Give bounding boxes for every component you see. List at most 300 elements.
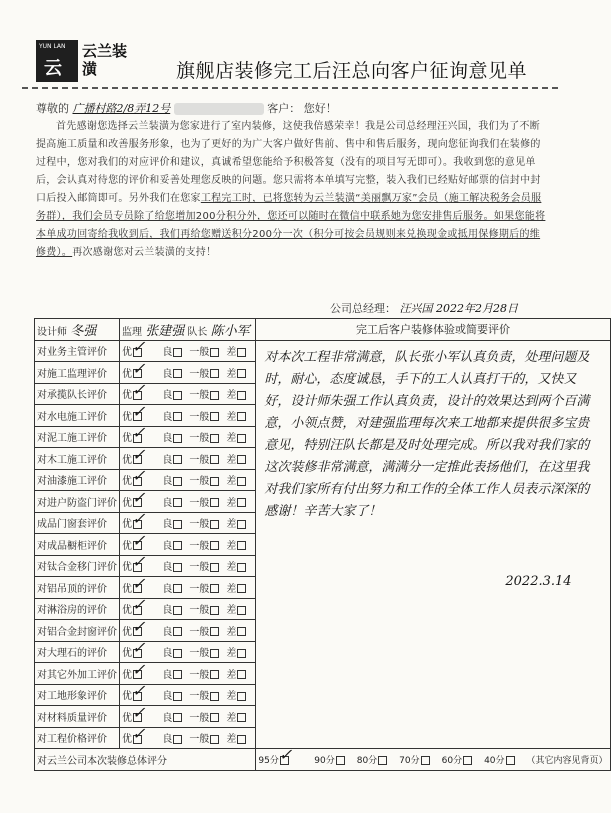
check-mark-icon: ✓ — [132, 552, 146, 572]
rating-option-label: 优 — [122, 712, 132, 724]
rating-checkbox[interactable] — [173, 369, 182, 378]
rating-option-label: 良 — [162, 691, 173, 703]
rating-option[interactable] — [122, 444, 155, 466]
rating-checkbox[interactable] — [210, 713, 219, 722]
check-mark-icon: ✓ — [132, 337, 146, 357]
rating-option-label: 良 — [162, 411, 173, 423]
rating-option[interactable] — [226, 623, 246, 638]
rating-option-label: 良 — [162, 433, 173, 445]
rating-option-label: 良 — [162, 390, 173, 402]
rating-option-label: 优 — [122, 626, 132, 638]
rating-option-label: 差 — [226, 390, 237, 402]
rating-option-label: 优 — [122, 540, 132, 552]
rating-checkbox[interactable] — [210, 455, 219, 464]
check-mark-icon: ✓ — [132, 358, 146, 378]
check-mark-icon: ✓ — [132, 401, 146, 421]
rating-option[interactable] — [226, 472, 246, 487]
rating-option[interactable] — [189, 386, 219, 401]
rating-option-label: 优 — [122, 691, 132, 703]
overall-score-options — [256, 744, 610, 771]
rating-row-label: 对铝合金封窗评价 — [35, 620, 120, 642]
rating-checkbox[interactable] — [210, 670, 219, 679]
rating-option-label: 一般 — [189, 476, 210, 488]
rating-option[interactable] — [122, 681, 155, 703]
rating-option[interactable] — [189, 429, 219, 444]
rating-option-label: 一般 — [189, 712, 210, 724]
rating-checkbox[interactable] — [210, 541, 219, 550]
rating-option[interactable] — [122, 552, 155, 574]
rating-option[interactable] — [226, 644, 246, 659]
rating-checkbox[interactable] — [210, 348, 219, 357]
rating-option-label: 差 — [226, 540, 237, 552]
rating-checkbox[interactable] — [237, 606, 246, 615]
rating-option-label: 一般 — [189, 540, 210, 552]
rating-options — [120, 724, 256, 749]
check-mark-icon: ✓ — [132, 423, 146, 443]
check-mark-icon: ✓ — [132, 380, 146, 400]
rating-option[interactable] — [226, 537, 246, 552]
rating-option[interactable] — [162, 623, 182, 638]
rating-checkbox[interactable] — [210, 477, 219, 486]
rating-option-label: 优 — [122, 497, 132, 509]
score-checkbox[interactable] — [421, 756, 430, 765]
rating-option-label: 良 — [162, 476, 173, 488]
customer-comment — [256, 340, 610, 749]
rating-option[interactable] — [162, 666, 182, 681]
rating-row-label: 对其它外加工评价 — [35, 663, 120, 685]
rating-option-label: 差 — [226, 497, 237, 509]
table-header-row — [35, 319, 611, 341]
check-mark-icon: ✓ — [132, 659, 146, 679]
rating-option[interactable] — [189, 515, 219, 530]
designer-cell — [35, 319, 120, 341]
rating-row-label: 对泥工施工评价 — [35, 426, 120, 448]
rating-row-label: 对进户防盗门评价 — [35, 491, 120, 513]
rating-option[interactable] — [122, 380, 155, 402]
check-mark-icon: ✓ — [278, 744, 293, 764]
rating-checkbox[interactable] — [210, 563, 219, 572]
rating-option-label: 差 — [226, 454, 237, 466]
rating-option-label: 优 — [122, 390, 132, 402]
rating-option[interactable] — [189, 408, 219, 423]
score-checkbox[interactable] — [506, 756, 515, 765]
rating-checkbox[interactable] — [210, 692, 219, 701]
rating-option-label: 优 — [122, 605, 132, 617]
score-option[interactable] — [314, 753, 344, 766]
rating-checkbox[interactable] — [210, 520, 219, 529]
rating-row-label: 对成品橱柜评价 — [35, 534, 120, 556]
greeting-prefix: 尊敬的 — [36, 102, 69, 115]
rating-option-label: 一般 — [189, 347, 210, 359]
rating-option-label: 良 — [162, 712, 173, 724]
rating-checkbox[interactable] — [237, 649, 246, 658]
rating-option-label: 一般 — [189, 583, 210, 595]
rating-option-label: 优 — [122, 476, 132, 488]
rating-row-label: 对工程价格评价 — [35, 727, 120, 749]
rating-option[interactable] — [162, 494, 182, 509]
redacted-name — [174, 103, 264, 115]
rating-row-label: 对工地形象评价 — [35, 684, 120, 706]
rating-option-label: 一般 — [189, 626, 210, 638]
rating-checkbox[interactable] — [210, 434, 219, 443]
rating-option[interactable] — [189, 730, 219, 745]
rating-option[interactable] — [226, 343, 246, 358]
rating-checkbox[interactable] — [237, 477, 246, 486]
rating-option-label: 优 — [122, 583, 132, 595]
rating-checkbox[interactable] — [210, 735, 219, 744]
rating-option[interactable] — [122, 724, 155, 746]
title-divider — [22, 87, 558, 89]
score-option[interactable] — [399, 753, 429, 766]
rating-option[interactable] — [162, 386, 182, 401]
greeting-line — [36, 100, 337, 116]
score-option[interactable] — [442, 753, 472, 766]
rating-option[interactable] — [122, 401, 155, 423]
comment-text: 对本次工程非常满意，队长张小军认真负责，处理问题及时，耐心，态度诚恳，手下的工人认真打干的，又快又好，设计师朱强工作认真负责，设计的效果达到两个百满意，小领点赞，对建强监理每次来工地都来提供很多宝贵意见，特别汪队长都是及时处理完成。所以我对我们家的这次装修非常满意，满满分一定推此表扬他们，在这里我对我们家所有付出努力和工作的全体工作人员表示深深的感谢！辛苦大家了！ — [264, 349, 590, 519]
rating-option-label: 优 — [122, 347, 132, 359]
company-logo — [36, 40, 130, 82]
letter-paragraph-1: 首先感谢您选择云兰装潢为您家进行了室内装修，这使我倍感荣幸！我是公司总经理汪兴国，我们为了不断提高施工质量和改善服务形象，也为了更好的为广大客户做好售前、售中和售后服务，现向您征询我们在装修的过程中，您对我们的对应评价和建议，真诚希望您能给予积极答复（没有的项目写无即可）。我收到您的意见单后，会认真对待您的评价和妥善处理您反映的问题。您只需将本单填写完整，装入我们已经贴好邮票的信封中封口后投入邮筒即可。另外我们在您家 — [36, 121, 541, 204]
rating-row-label: 对大理石的评价 — [35, 641, 120, 663]
supervisor-label: 监理 — [122, 326, 142, 338]
rating-option-label: 差 — [226, 691, 237, 703]
rating-option-label: 良 — [162, 605, 173, 617]
score-option-label: 40分 — [484, 755, 505, 766]
rating-option-label: 一般 — [189, 562, 210, 574]
rating-option[interactable] — [162, 601, 182, 616]
rating-option[interactable] — [162, 558, 182, 573]
check-mark-icon: ✓ — [132, 466, 146, 486]
rating-option-label: 优 — [122, 669, 132, 681]
score-option[interactable] — [484, 753, 514, 766]
rating-row-label: 对承揽队长评价 — [35, 383, 120, 405]
rating-option[interactable] — [122, 358, 155, 380]
leader-label: 队长 — [187, 326, 208, 338]
rating-option[interactable] — [226, 451, 246, 466]
rating-row-label: 对业务主管评价 — [35, 340, 120, 362]
rating-option[interactable] — [122, 638, 155, 660]
rating-option-label: 良 — [162, 519, 173, 531]
rating-option[interactable] — [189, 343, 219, 358]
rating-option[interactable] — [189, 472, 219, 487]
check-mark-icon: ✓ — [132, 530, 146, 550]
rating-option-label: 一般 — [189, 411, 210, 423]
rating-option-label: 一般 — [189, 734, 210, 746]
rating-checkbox[interactable] — [173, 735, 182, 744]
greeting-suffix: 客户： 您好！ — [267, 102, 337, 115]
rating-checkbox[interactable] — [173, 584, 182, 593]
signature-name: 汪兴国 — [399, 302, 433, 315]
rating-option[interactable] — [189, 644, 219, 659]
rating-option-label: 优 — [122, 519, 132, 531]
rating-option-label: 优 — [122, 454, 132, 466]
rating-option-label: 差 — [226, 411, 237, 423]
check-mark-icon: ✓ — [132, 724, 146, 744]
signature-line — [330, 300, 518, 316]
logo-glyph: 云 — [44, 58, 62, 79]
score-option[interactable] — [258, 744, 302, 766]
rating-option[interactable] — [189, 601, 219, 616]
rating-option[interactable] — [162, 687, 182, 702]
rating-checkbox[interactable] — [210, 606, 219, 615]
check-mark-icon: ✓ — [132, 638, 146, 658]
rating-option[interactable] — [226, 494, 246, 509]
rating-option[interactable] — [122, 616, 155, 638]
evaluation-title: 完工后客户装修体验或简要评价 — [256, 319, 610, 341]
rating-option[interactable] — [189, 494, 219, 509]
rating-checkbox[interactable] — [173, 455, 182, 464]
rating-option-label: 差 — [226, 605, 237, 617]
rating-option[interactable] — [162, 730, 182, 745]
score-option[interactable] — [357, 753, 387, 766]
rating-checkbox[interactable] — [173, 692, 182, 701]
letter-paragraph-2: 工程完工时，已将您转为云兰装潢“美丽飘万家”会员（施工解决税务会员服务群），我们会员专员除了给您增加200分积分外，您还可以随时在微信中联系她为您安排售后服务。如果您能将本单成功回寄给我收到后，我们再给您赠送积分200分一次（积分可按会员规则来兑换现金或抵用保修期后的维修费）。 — [36, 193, 546, 258]
evaluation-table — [34, 318, 611, 771]
rating-option[interactable] — [226, 365, 246, 380]
rating-checkbox[interactable] — [210, 412, 219, 421]
rating-option[interactable] — [162, 429, 182, 444]
rating-option-label: 良 — [162, 562, 173, 574]
rating-option[interactable] — [189, 623, 219, 638]
letter-body — [36, 118, 546, 262]
rating-option[interactable] — [122, 702, 155, 724]
rating-checkbox[interactable] — [173, 434, 182, 443]
rating-checkbox[interactable] — [210, 627, 219, 636]
score-option-label: 70分 — [399, 755, 420, 766]
rating-option-label: 一般 — [189, 648, 210, 660]
rating-checkbox[interactable] — [173, 670, 182, 679]
rating-checkbox[interactable] — [173, 627, 182, 636]
rating-option-label: 良 — [162, 454, 173, 466]
rating-checkbox[interactable] — [173, 391, 182, 400]
rating-option[interactable] — [162, 451, 182, 466]
rating-option-label: 一般 — [189, 519, 210, 531]
rating-option[interactable] — [226, 687, 246, 702]
rating-option[interactable] — [162, 472, 182, 487]
rating-row-label: 对木工施工评价 — [35, 448, 120, 470]
rating-checkbox[interactable] — [210, 584, 219, 593]
rating-option[interactable] — [189, 666, 219, 681]
rating-checkbox[interactable] — [173, 477, 182, 486]
rating-row — [35, 340, 611, 362]
rating-checkbox[interactable] — [237, 434, 246, 443]
rating-option[interactable] — [122, 487, 155, 509]
check-mark-icon: ✓ — [132, 509, 146, 529]
rating-checkbox[interactable] — [173, 606, 182, 615]
rating-option-label: 差 — [226, 669, 237, 681]
rating-option[interactable] — [189, 709, 219, 724]
rating-option[interactable] — [189, 537, 219, 552]
signature-date: 2022年2月28日 — [436, 302, 518, 315]
rating-option-label: 差 — [226, 712, 237, 724]
rating-checkbox[interactable] — [237, 692, 246, 701]
rating-checkbox[interactable] — [237, 627, 246, 636]
rating-option[interactable] — [162, 644, 182, 659]
letter-paragraph-3: 再次感谢您对云兰装潢的支持！ — [72, 247, 217, 258]
rating-option[interactable] — [162, 515, 182, 530]
rating-option[interactable] — [226, 515, 246, 530]
rating-option-label: 优 — [122, 433, 132, 445]
rating-option[interactable] — [162, 537, 182, 552]
rating-option-label: 差 — [226, 347, 237, 359]
rating-option[interactable] — [162, 343, 182, 358]
rating-option-label: 良 — [162, 734, 173, 746]
rating-option-label: 良 — [162, 540, 173, 552]
customer-address: 广播村路2/8弄12号 — [72, 102, 171, 115]
rating-checkbox[interactable] — [210, 369, 219, 378]
rating-option-label: 优 — [122, 562, 132, 574]
rating-option-label: 差 — [226, 433, 237, 445]
rating-row-label: 对水电施工评价 — [35, 405, 120, 427]
rating-checkbox[interactable] — [237, 455, 246, 464]
rating-option-label: 优 — [122, 648, 132, 660]
comment-date: 2022.3.14 — [505, 573, 572, 589]
rating-option-label: 优 — [122, 734, 132, 746]
rating-option-label: 差 — [226, 368, 237, 380]
designer-label: 设计师 — [37, 326, 67, 338]
rating-option[interactable] — [226, 709, 246, 724]
rating-option[interactable] — [162, 709, 182, 724]
rating-option[interactable] — [122, 595, 155, 617]
rating-checkbox[interactable] — [237, 348, 246, 357]
rating-row-label: 对材料质量评价 — [35, 706, 120, 728]
rating-option[interactable] — [189, 365, 219, 380]
rating-option[interactable] — [189, 558, 219, 573]
check-mark-icon: ✓ — [132, 595, 146, 615]
rating-option-label: 良 — [162, 648, 173, 660]
rating-checkbox[interactable] — [237, 670, 246, 679]
rating-option-label: 优 — [122, 411, 132, 423]
check-mark-icon: ✓ — [132, 681, 146, 701]
rating-option[interactable] — [122, 509, 155, 531]
overall-score-row — [35, 749, 611, 771]
rating-checkbox[interactable] — [210, 391, 219, 400]
score-option-label: 60分 — [441, 755, 463, 766]
rating-checkbox[interactable] — [237, 391, 246, 400]
rating-checkbox[interactable] — [237, 369, 246, 378]
rating-option[interactable] — [189, 687, 219, 702]
overall-score-label: 对云兰公司本次装修总体评分 — [35, 749, 256, 771]
rating-option[interactable] — [226, 386, 246, 401]
rating-checkbox[interactable] — [173, 563, 182, 572]
check-mark-icon: ✓ — [132, 444, 146, 464]
rating-option[interactable] — [122, 659, 155, 681]
rating-checkbox[interactable] — [173, 649, 182, 658]
score-checkbox[interactable] — [336, 756, 345, 765]
check-mark-icon: ✓ — [132, 616, 146, 636]
rating-checkbox[interactable] — [237, 713, 246, 722]
supervisor-name: 张建强 — [145, 323, 185, 339]
rating-option[interactable] — [122, 530, 155, 552]
score-checkbox[interactable] — [378, 756, 387, 765]
rating-option-label: 一般 — [189, 605, 210, 617]
rating-row-label: 对铝吊顶的评价 — [35, 577, 120, 599]
rating-checkbox[interactable] — [210, 498, 219, 507]
check-mark-icon: ✓ — [132, 573, 146, 593]
rating-option-label: 一般 — [189, 433, 210, 445]
signature-label: 公司总经理： — [330, 302, 396, 315]
rating-option[interactable] — [189, 451, 219, 466]
page-title: 旗舰店装修完工后汪总向客户征询意见单 — [176, 60, 528, 82]
overall-note: （其它内容见背页） — [526, 755, 608, 766]
designer-name: 冬强 — [70, 323, 97, 339]
rating-row-label: 成品门窗套评价 — [35, 512, 120, 534]
rating-option-label: 良 — [162, 347, 173, 359]
rating-option[interactable] — [226, 429, 246, 444]
rating-option-label: 一般 — [189, 454, 210, 466]
rating-option[interactable] — [226, 580, 246, 595]
rating-option[interactable] — [226, 558, 246, 573]
rating-option-label: 良 — [162, 368, 173, 380]
logo-small-text: YUN LAN — [39, 43, 66, 50]
rating-checkbox[interactable] — [237, 520, 246, 529]
rating-option[interactable] — [122, 466, 155, 488]
rating-option-label: 差 — [226, 519, 237, 531]
rating-option[interactable] — [226, 666, 246, 681]
score-option-label: 95分 — [258, 755, 279, 766]
rating-option-label: 良 — [162, 583, 173, 595]
rating-option-label: 良 — [162, 497, 173, 509]
rating-option-label: 差 — [226, 583, 237, 595]
rating-checkbox[interactable] — [173, 412, 182, 421]
rating-option-label: 一般 — [189, 691, 210, 703]
rating-option-label: 差 — [226, 562, 237, 574]
rating-option[interactable] — [226, 601, 246, 616]
rating-option-label: 良 — [162, 626, 173, 638]
rating-option[interactable] — [226, 408, 246, 423]
rating-option[interactable] — [226, 730, 246, 745]
rating-checkbox[interactable] — [173, 520, 182, 529]
rating-row-label: 对淋浴房的评价 — [35, 598, 120, 620]
rating-checkbox[interactable] — [237, 735, 246, 744]
rating-checkbox[interactable] — [173, 498, 182, 507]
rating-option[interactable] — [162, 365, 182, 380]
rating-option-label: 一般 — [189, 390, 210, 402]
rating-checkbox[interactable] — [237, 541, 246, 550]
rating-checkbox[interactable] — [173, 348, 182, 357]
rating-option[interactable] — [162, 408, 182, 423]
rating-checkbox[interactable] — [173, 541, 182, 550]
logo-mark — [36, 40, 78, 82]
rating-option-label: 差 — [226, 476, 237, 488]
rating-checkbox[interactable] — [237, 563, 246, 572]
rating-checkbox[interactable] — [237, 584, 246, 593]
leader-name: 陈小军 — [210, 323, 250, 339]
score-checkbox[interactable] — [463, 756, 472, 765]
rating-checkbox[interactable] — [173, 713, 182, 722]
rating-option-label: 一般 — [189, 669, 210, 681]
rating-checkbox[interactable] — [237, 412, 246, 421]
rating-option-label: 差 — [226, 648, 237, 660]
check-mark-icon: ✓ — [132, 487, 146, 507]
rating-option-label: 一般 — [189, 368, 210, 380]
rating-option[interactable] — [122, 573, 155, 595]
rating-option-label: 优 — [122, 368, 132, 380]
rating-checkbox[interactable] — [237, 498, 246, 507]
rating-checkbox[interactable] — [210, 649, 219, 658]
rating-option[interactable] — [162, 580, 182, 595]
rating-option-label: 一般 — [189, 497, 210, 509]
rating-row-label: 对施工监理评价 — [35, 362, 120, 384]
rating-option-label: 差 — [226, 626, 237, 638]
rating-option-label: 良 — [162, 669, 173, 681]
rating-option[interactable] — [189, 580, 219, 595]
rating-option[interactable] — [122, 423, 155, 445]
check-mark-icon: ✓ — [132, 702, 146, 722]
rating-row-label: 对油漆施工评价 — [35, 469, 120, 491]
score-option-label: 80分 — [356, 755, 378, 766]
rating-option[interactable] — [122, 337, 155, 359]
